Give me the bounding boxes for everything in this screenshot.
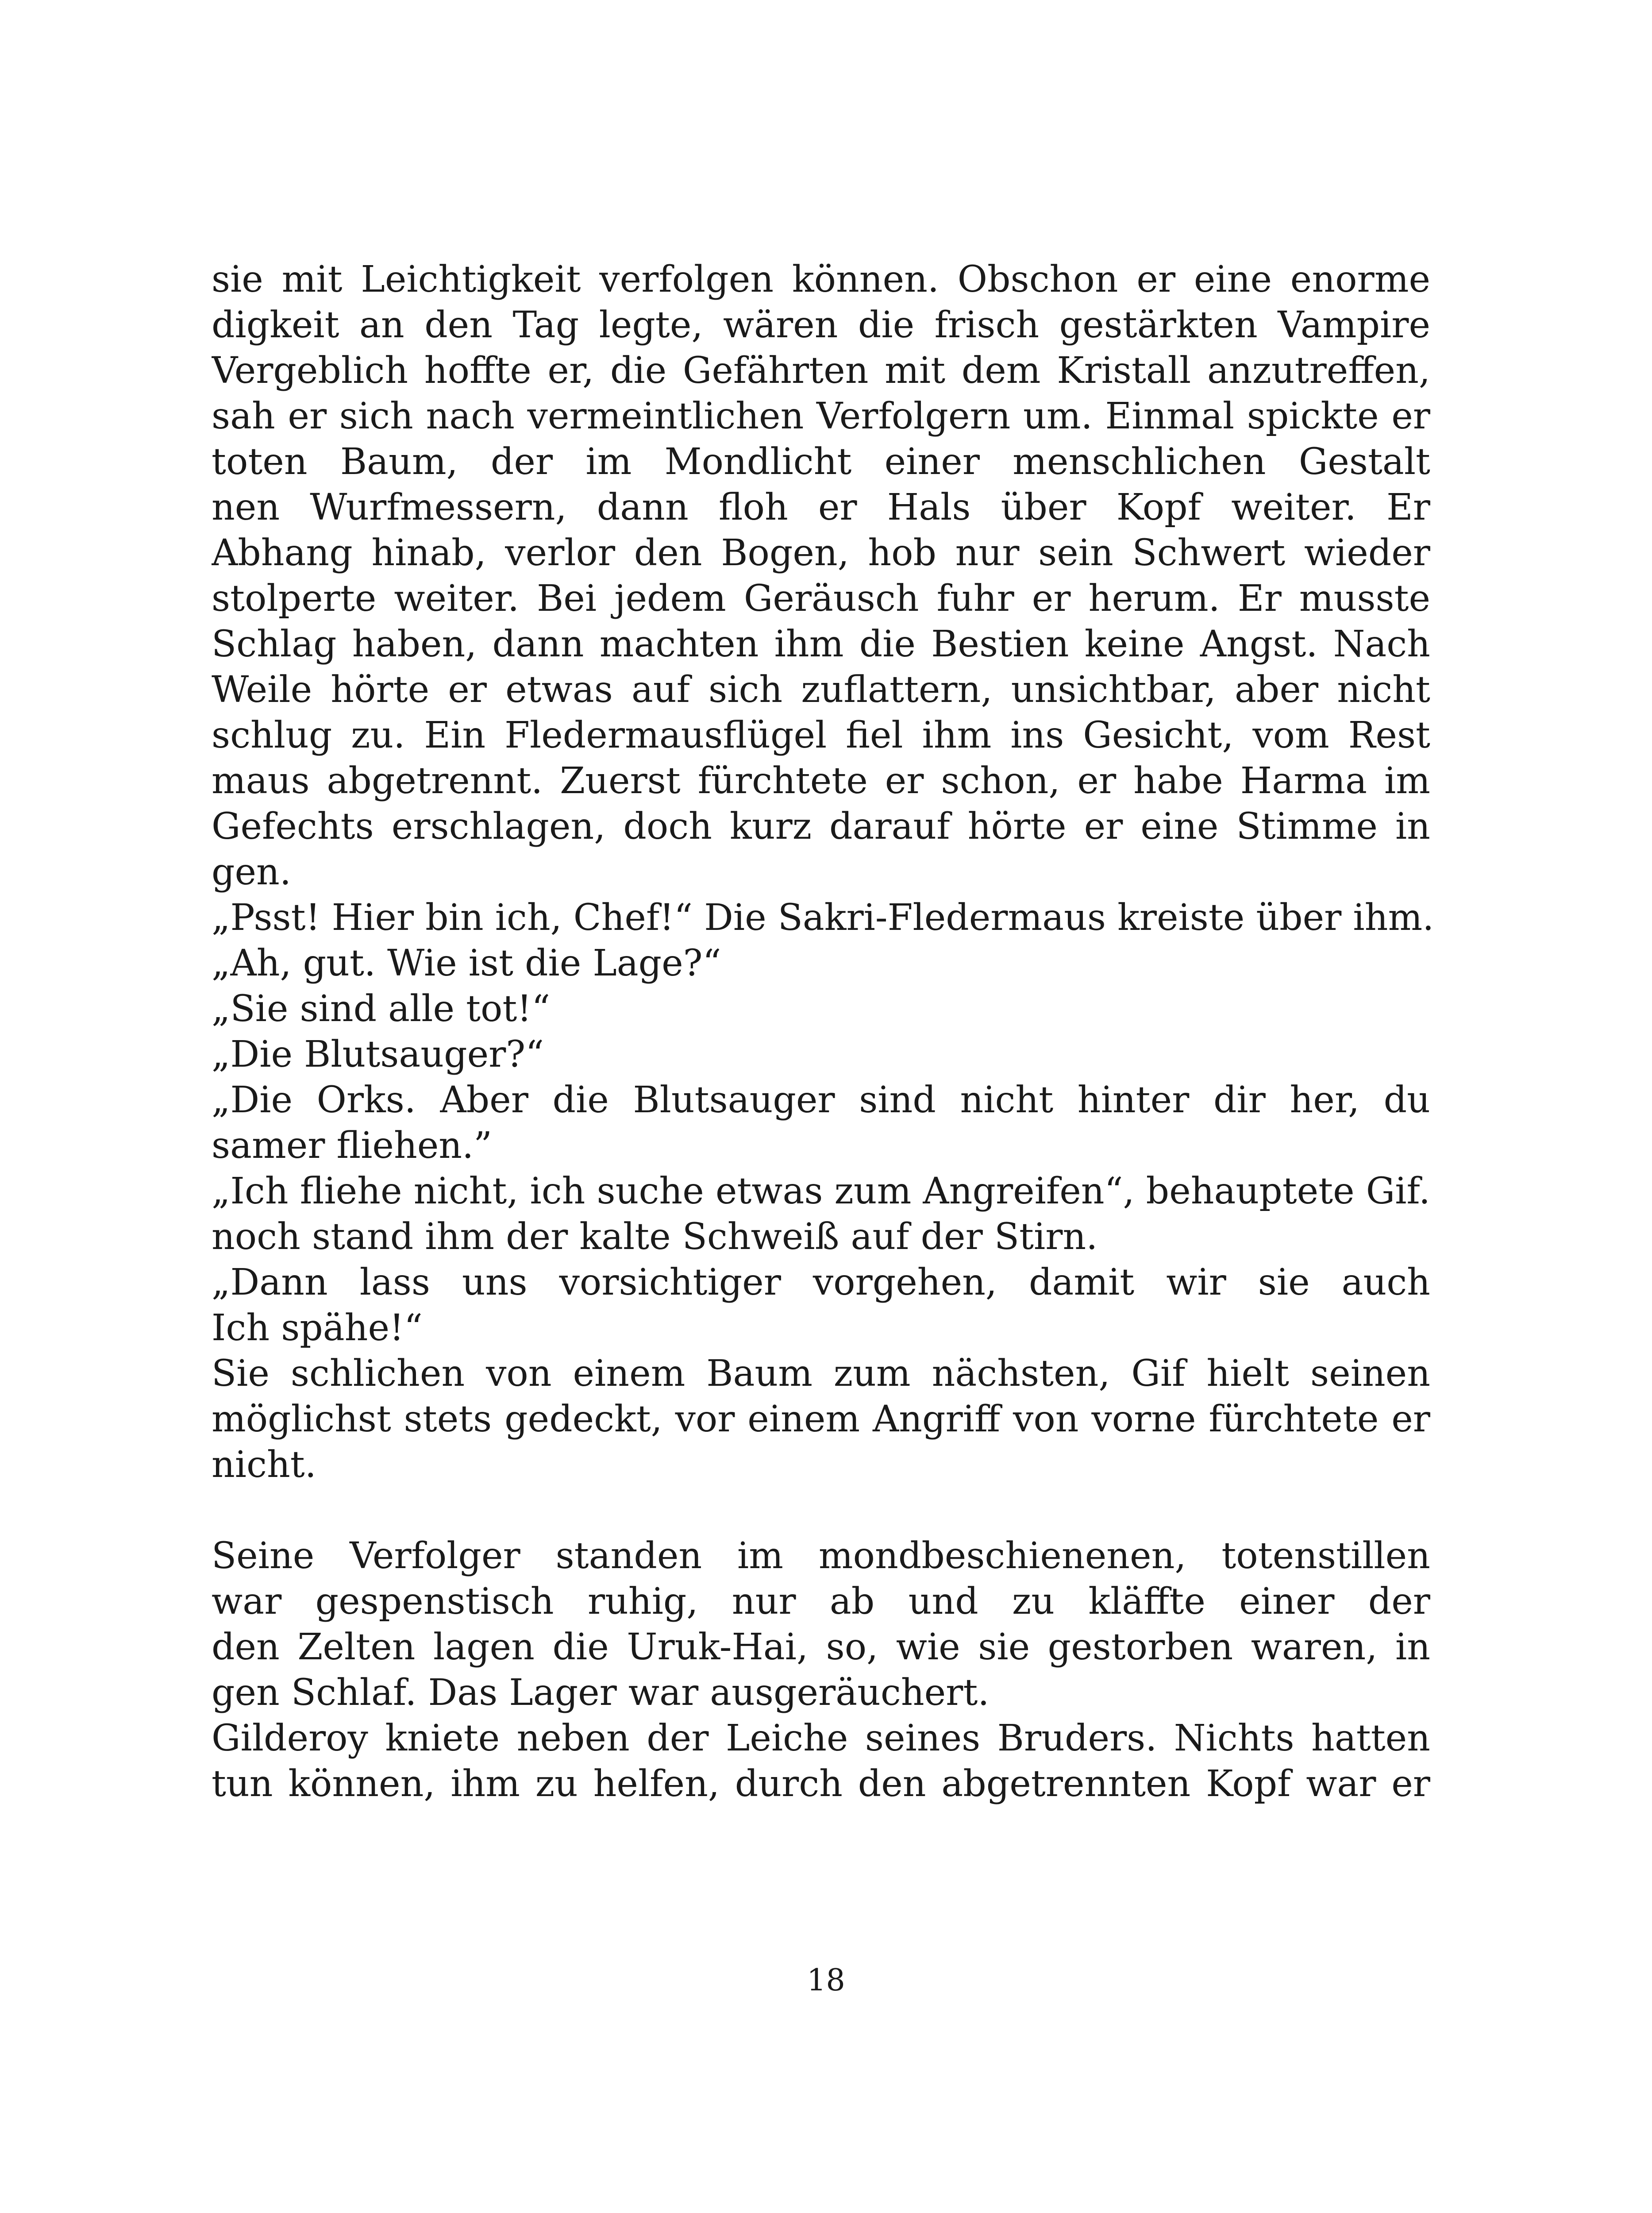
text-line: digkeit an den Tag legte, wären die frisch gestärkten Vampire [212, 304, 1430, 346]
text-line: Seine Verfolger standen im mondbeschienenen, totenstillen [212, 1535, 1430, 1577]
text-line: maus abgetrennt. Zuerst fürchtete er schon, er habe Harma im [212, 760, 1430, 802]
text-line: „Dann lass uns vorsichtiger vorgehen, damit wir sie auch [212, 1261, 1430, 1303]
text-line: sah er sich nach vermeintlichen Verfolgern um. Einmal spickte er [212, 395, 1430, 437]
text-line: „Psst! Hier bin ich, Chef!“ Die Sakri-Fledermaus kreiste über ihm. [212, 897, 1434, 939]
text-line: Weile hörte er etwas auf sich zuflattern, unsichtbar, aber nicht [212, 669, 1430, 711]
text-line: Sie schlichen von einem Baum zum nächsten, Gif hielt seinen [212, 1353, 1430, 1395]
page-number: 18 [807, 1963, 845, 1998]
text-line: „Ah, gut. Wie ist die Lage?“ [212, 942, 721, 984]
text-line: tun können, ihm zu helfen, durch den abgetrennten Kopf war er [212, 1763, 1430, 1805]
text-line: möglichst stets gedeckt, vor einem Angriff von vorne fürchtete er [212, 1398, 1430, 1440]
text-line: gen. [212, 851, 291, 893]
blank-line [212, 1488, 1430, 1533]
text-line: samer fliehen.” [212, 1125, 493, 1167]
text-line: schlug zu. Ein Fledermausflügel fiel ihm ins Gesicht, vom Rest [212, 714, 1430, 756]
text-line: nicht. [212, 1444, 316, 1486]
text-line: Abhang hinab, verlor den Bogen, hob nur sein Schwert wieder [212, 532, 1430, 574]
text-line: nen Wurfmessern, dann floh er Hals über Kopf weiter. Er [212, 486, 1430, 528]
text-line: „Die Blutsauger?“ [212, 1033, 544, 1076]
text-line: stolperte weiter. Bei jedem Geräusch fuhr er herum. Er musste [212, 578, 1430, 620]
text-line: Gilderoy kniete neben der Leiche seines Bruders. Nichts hatten [212, 1717, 1430, 1759]
text-line: Ich spähe!“ [212, 1307, 423, 1349]
text-line: Gefechts erschlagen, doch kurz darauf hörte er eine Stimme in [212, 806, 1430, 848]
text-line: Schlag haben, dann machten ihm die Bestien keine Angst. Nach [212, 623, 1430, 665]
text-line: gen Schlaf. Das Lager war ausgeräuchert. [212, 1672, 990, 1714]
text-line: „Sie sind alle tot!“ [212, 988, 551, 1030]
body-text [212, 257, 1434, 1807]
text-line: den Zelten lagen die Uruk-Hai, so, wie sie gestorben waren, in [212, 1626, 1430, 1668]
text-line: war gespenstisch ruhig, nur ab und zu kläffte einer der [212, 1581, 1430, 1623]
text-line: sie mit Leichtigkeit verfolgen können. Obschon er eine enorme [212, 258, 1430, 301]
text-line: „Ich fliehe nicht, ich suche etwas zum Angreifen“, behauptete Gif. [212, 1170, 1430, 1212]
text-line: „Die Orks. Aber die Blutsauger sind nicht hinter dir her, du [212, 1079, 1430, 1121]
text-line: Vergeblich hoffte er, die Gefährten mit dem Kristall anzutreffen, [212, 350, 1430, 392]
text-line: toten Baum, der im Mondlicht einer menschlichen Gestalt [212, 441, 1430, 483]
text-line: noch stand ihm der kalte Schweiß auf der Stirn. [212, 1216, 1098, 1258]
